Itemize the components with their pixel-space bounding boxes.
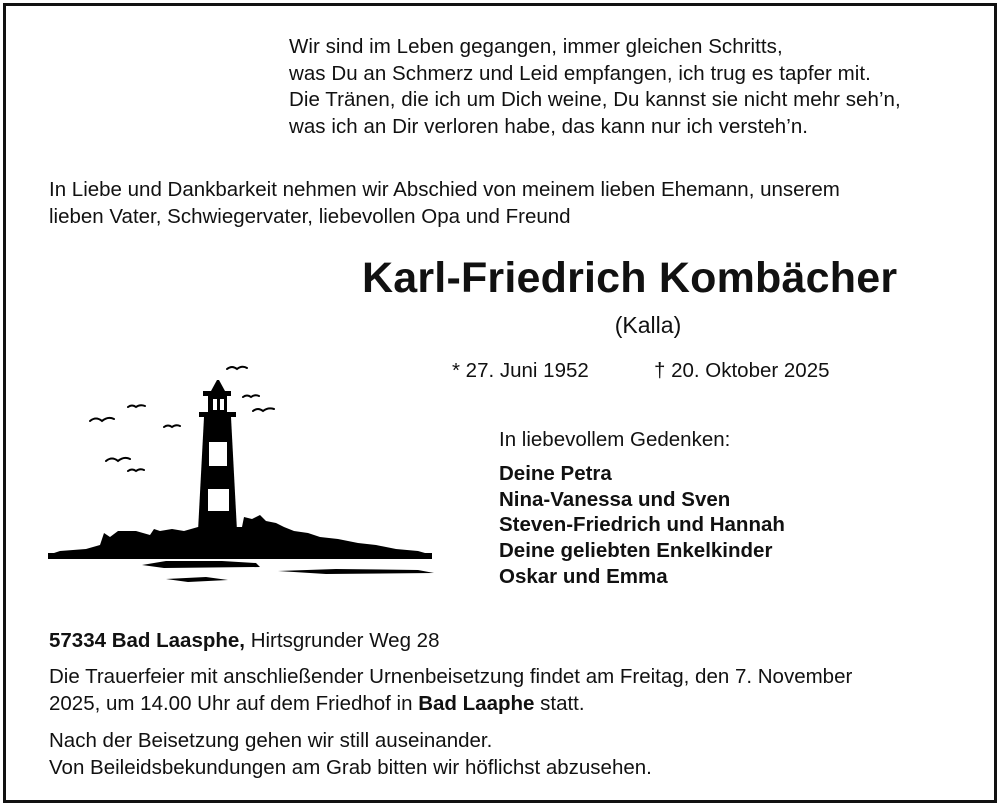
- intro-text: [49, 177, 840, 230]
- birth-date: * 27. Juni 1952: [452, 359, 589, 382]
- closing-line: Von Beileidsbekundungen am Grab bitten wir höflichst abzusehen.: [49, 755, 652, 779]
- funeral-info: [49, 663, 852, 717]
- obituary-notice: [3, 3, 997, 803]
- funeral-line: Die Trauerfeier mit anschließender Urnenbeisetzung findet am Freitag, den 7. November: [49, 665, 853, 688]
- mourner-name: Deine Petra: [499, 462, 612, 485]
- poem-line: was Du an Schmerz und Leid empfangen, ich trug es tapfer mit.: [289, 61, 871, 85]
- funeral-time: 2025, um 14.00 Uhr auf dem Friedhof in: [49, 692, 419, 715]
- poem-line: Die Tränen, die ich um Dich weine, Du kannst sie nicht mehr seh’n,: [289, 88, 901, 111]
- mourning-heading: In liebevollem Gedenken:: [499, 428, 731, 451]
- funeral-line: [49, 690, 852, 717]
- mourner-name: Deine geliebten Enkelkinder: [499, 539, 773, 563]
- address: [49, 629, 439, 653]
- poem: [289, 34, 901, 140]
- poem-line: Wir sind im Leben gegangen, immer gleichen Schritts,: [289, 35, 783, 58]
- closing-line: Nach der Beisetzung gehen wir still auseinander.: [49, 729, 493, 752]
- mourner-name: Nina-Vanessa und Sven: [499, 487, 731, 511]
- funeral-end: statt.: [534, 692, 585, 715]
- intro-line: lieben Vater, Schwiegervater, liebevollen Opa und Freund: [49, 204, 571, 228]
- deceased-name: Karl-Friedrich Kombächer: [362, 254, 898, 302]
- poem-line: was ich an Dir verloren habe, das kann nur ich versteh’n.: [289, 114, 809, 138]
- closing-text: [49, 728, 652, 781]
- lighthouse-icon: [46, 361, 438, 586]
- address-street: Hirtsgrunder Weg 28: [250, 629, 440, 652]
- death-date: † 20. Oktober 2025: [654, 359, 830, 382]
- mourner-name: Oskar und Emma: [499, 564, 668, 588]
- seagull-icons: [90, 367, 274, 471]
- intro-line: In Liebe und Dankbarkeit nehmen wir Abschied von meinem lieben Ehemann, unserem: [49, 178, 840, 201]
- mourners-list: [499, 461, 785, 590]
- deceased-nickname: (Kalla): [614, 312, 682, 338]
- mourner-name: Steven-Friedrich und Hannah: [499, 513, 785, 537]
- funeral-place: Bad Laaphe: [418, 692, 535, 715]
- address-city: 57334 Bad Laasphe,: [49, 629, 245, 652]
